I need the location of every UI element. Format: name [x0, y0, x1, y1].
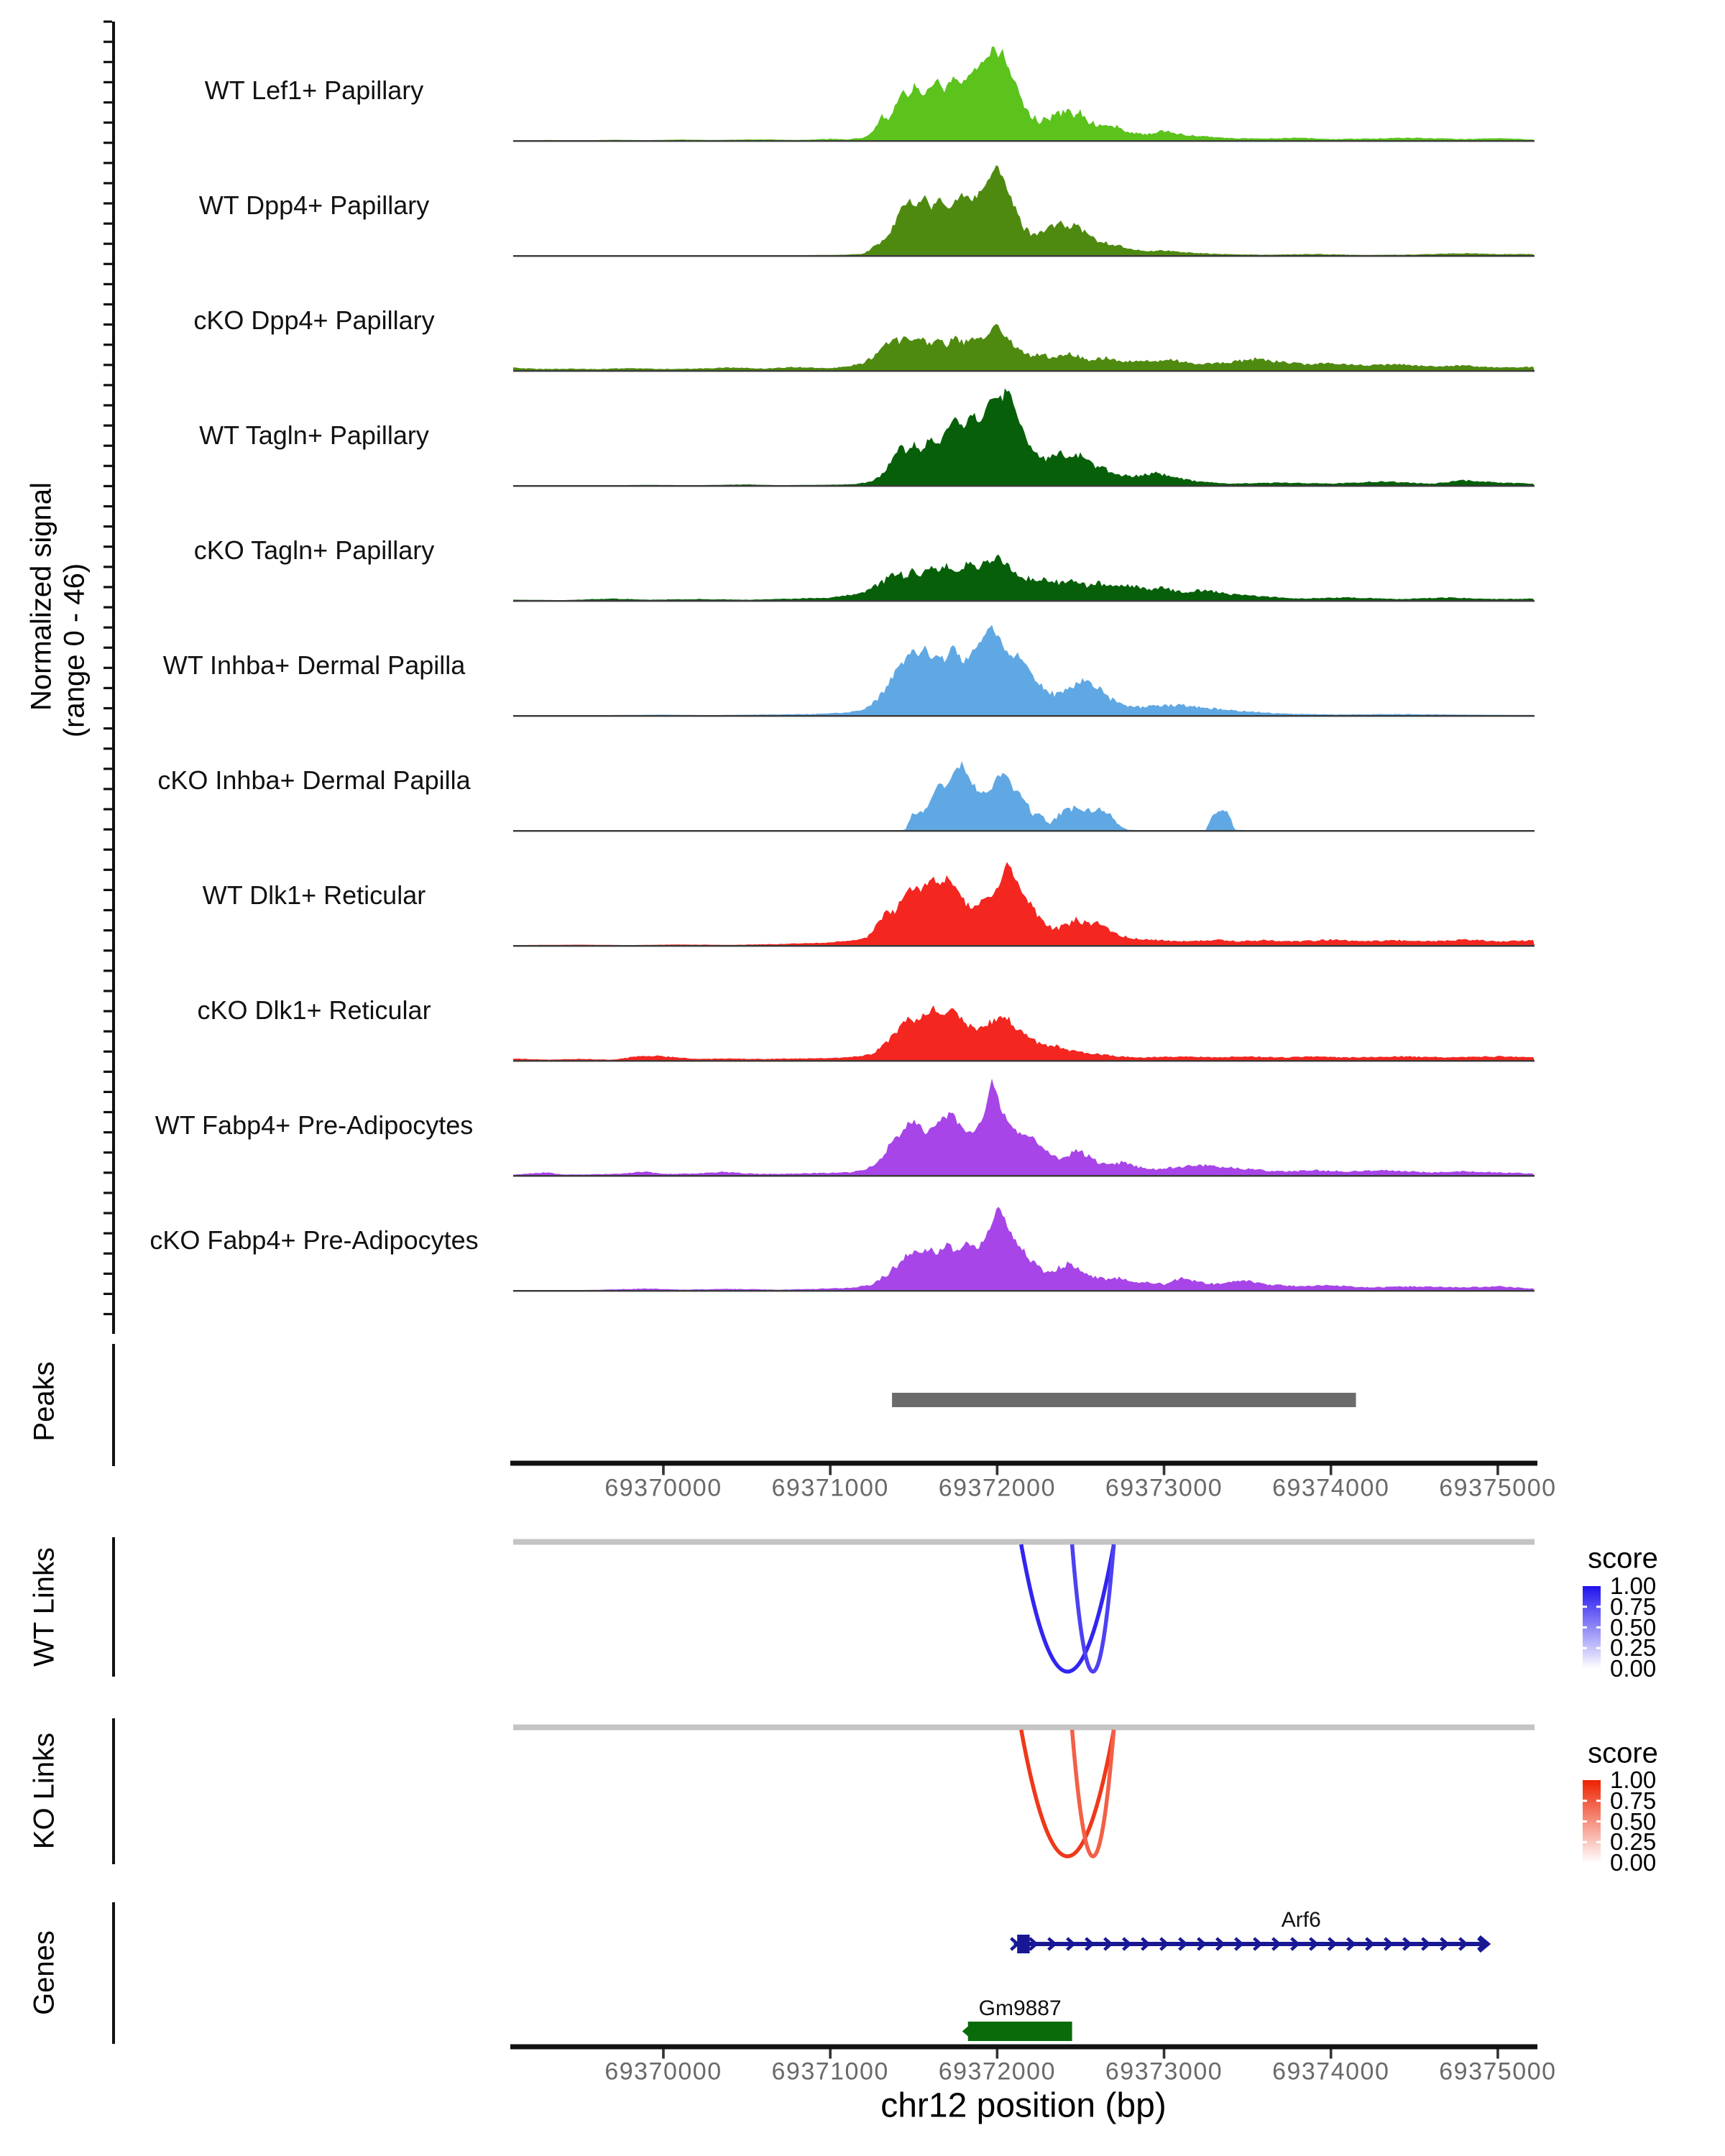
ko-legend-tick-1: 1.00 — [1610, 1766, 1657, 1793]
signal-baseline-2 — [513, 255, 1535, 257]
signal-y-axis-tick — [104, 505, 112, 507]
signal-y-axis-tick — [104, 727, 112, 729]
signal-area-1 — [513, 47, 1535, 142]
signal-y-axis-tick — [104, 21, 112, 23]
signal-area-9 — [513, 1005, 1535, 1061]
wt-legend-notch — [1583, 1647, 1587, 1649]
signal-y-axis-tick — [104, 949, 112, 952]
signal-y-axis-tick — [104, 1151, 112, 1153]
wt-legend-tick-5: 0.00 — [1610, 1655, 1657, 1682]
track-label-9: cKO Dlk1+ Reticular — [197, 995, 431, 1025]
signal-y-axis-tick — [104, 364, 112, 366]
y-axis-label-line2: (range 0 - 46) — [58, 563, 91, 738]
gene-body-arf6 — [1014, 1942, 1488, 1946]
signal-area-2 — [513, 165, 1535, 256]
track-label-8: WT Dlk1+ Reticular — [202, 880, 426, 910]
signal-y-axis-tick — [104, 303, 112, 305]
peaks-axis-tick-label-5: 69374000 — [1272, 1474, 1390, 1502]
signal-y-axis-tick — [104, 606, 112, 608]
peaks-axis-tick-label-3: 69372000 — [938, 1474, 1056, 1502]
signal-baseline-10 — [513, 1175, 1535, 1176]
signal-y-axis-tick — [104, 667, 112, 669]
panel-brackets-layer — [112, 1344, 115, 2044]
signal-baseline-9 — [513, 1060, 1535, 1061]
ko-legend-notch — [1583, 1800, 1587, 1802]
signal-y-axis-tick — [104, 1313, 112, 1315]
bottom-axis-tick-label-2: 69371000 — [771, 2058, 889, 2086]
signal-area-3 — [513, 324, 1535, 371]
signal-y-axis-tick — [104, 566, 112, 568]
track-label-5: cKO Tagln+ Papillary — [193, 535, 435, 565]
signal-y-axis-tick — [104, 162, 112, 164]
signal-y-axis-tick — [104, 788, 112, 790]
signal-y-axis-tick — [104, 263, 112, 265]
signal-y-axis-tick — [104, 323, 112, 326]
signal-y-axis-tick — [104, 121, 112, 124]
genes-bracket-line — [112, 1902, 115, 2044]
wt-legend-tick-1: 1.00 — [1610, 1572, 1657, 1599]
peaks-axis-tick-label-1: 69370000 — [604, 1474, 722, 1502]
ko-legend-notch — [1596, 1820, 1601, 1823]
signal-y-axis-tick — [104, 384, 112, 386]
signal-tracks-layer — [513, 47, 1535, 1292]
ko-links-baseline — [513, 1725, 1535, 1731]
ko-legend-notch — [1583, 1841, 1587, 1843]
signal-baseline-7 — [513, 830, 1535, 831]
genes-layer — [962, 1935, 1488, 2041]
signal-y-axis-tick — [104, 465, 112, 467]
wt-links-baseline — [513, 1539, 1535, 1545]
signal-y-axis-tick — [104, 627, 112, 629]
track-label-11: cKO Fabp4+ Pre-Adipocytes — [150, 1225, 479, 1255]
bottom-axis-tick-label-5: 69374000 — [1272, 2058, 1390, 2086]
signal-area-10 — [513, 1079, 1535, 1176]
y-axis-label-line1: Normalized signal — [25, 482, 58, 711]
bottom-axis-line — [510, 2045, 1537, 2050]
peaks-layer — [892, 1393, 1356, 1407]
signal-area-5 — [513, 554, 1535, 601]
signal-y-axis-tick — [104, 1091, 112, 1093]
signal-y-axis-tick — [104, 283, 112, 285]
x-axis-title: chr12 position (bp) — [880, 2086, 1167, 2125]
signal-y-axis-tick — [104, 182, 112, 184]
signal-baseline-5 — [513, 600, 1535, 602]
wt-legend-notch — [1596, 1647, 1601, 1649]
signal-y-axis-tick — [104, 1031, 112, 1033]
signal-y-axis-tick — [104, 404, 112, 406]
gene-strand-arrow-icon — [962, 2025, 970, 2037]
wt-legend-tick-3: 0.50 — [1610, 1613, 1657, 1641]
peaks-axis-tick-label-2: 69371000 — [771, 1474, 889, 1502]
signal-area-7 — [513, 761, 1535, 831]
signal-y-axis-tick — [104, 1253, 112, 1255]
signal-area-6 — [513, 625, 1535, 716]
signal-y-axis-tick — [104, 545, 112, 548]
signal-y-axis-tick — [104, 687, 112, 689]
signal-y-axis-tick — [104, 81, 112, 83]
wt-legend-tick-2: 0.75 — [1610, 1593, 1657, 1620]
signal-y-axis-tick — [104, 969, 112, 972]
signal-y-axis-tick — [104, 1273, 112, 1275]
signal-baseline-8 — [513, 945, 1535, 946]
signal-y-axis-tick — [104, 849, 112, 851]
signal-y-axis-tick — [104, 142, 112, 144]
signal-y-axis-tick — [104, 525, 112, 528]
signal-y-axis-tick — [104, 485, 112, 487]
signal-y-axis-tick — [104, 344, 112, 346]
track-label-6: WT Inhba+ Dermal Papilla — [162, 650, 466, 680]
links-layer — [513, 1539, 1601, 1864]
genes-panel-label: Genes — [28, 1930, 60, 2015]
peaks-panel-label: Peaks — [28, 1361, 60, 1442]
ko-legend-tick-4: 0.25 — [1610, 1828, 1657, 1856]
peaks-axis-tick-label-6: 69375000 — [1439, 1474, 1557, 1502]
signal-baseline-6 — [513, 715, 1535, 717]
wt-link-arc-2 — [1072, 1544, 1114, 1672]
signal-y-axis-tick — [104, 425, 112, 427]
gene-body-gm9887 — [968, 2022, 1072, 2041]
ko-legend-tick-5: 0.00 — [1610, 1849, 1657, 1876]
track-label-3: cKO Dpp4+ Papillary — [193, 305, 435, 335]
bottom-axis-tick-label-6: 69375000 — [1439, 2058, 1557, 2086]
wt-legend-notch — [1583, 1626, 1587, 1628]
wt-legend-notch — [1596, 1626, 1601, 1628]
signal-y-axis-tick — [104, 1192, 112, 1194]
signal-y-axis-tick — [104, 41, 112, 43]
ko-legend-notch — [1583, 1820, 1587, 1823]
wt-legend-tick-4: 0.25 — [1610, 1634, 1657, 1662]
bottom-axis-tick-label-3: 69372000 — [938, 2058, 1056, 2086]
ko-legend-notch — [1596, 1841, 1601, 1843]
bottom-axis-tick-label-1: 69370000 — [604, 2058, 722, 2086]
signal-y-axis-tick — [104, 747, 112, 750]
signal-area-4 — [513, 388, 1535, 486]
signal-y-axis-tick — [104, 61, 112, 63]
ko-links-panel-label: KO Links — [28, 1732, 60, 1850]
peaks-axis-tick-label-4: 69373000 — [1105, 1474, 1223, 1502]
signal-y-axis-tick — [104, 1010, 112, 1012]
signal-baseline-1 — [513, 140, 1535, 142]
signal-y-axis-tick — [104, 808, 112, 810]
wt-links-bracket-line — [112, 1537, 115, 1677]
signal-y-axis-tick — [104, 101, 112, 103]
signal-y-axis-tick — [104, 1071, 112, 1073]
peaks-bracket-line — [112, 1344, 115, 1466]
signal-area-8 — [513, 862, 1535, 946]
signal-y-axis-tick — [104, 1051, 112, 1053]
signal-baseline-4 — [513, 485, 1535, 487]
gene-label-arf6: Arf6 — [1281, 1908, 1321, 1932]
signal-y-axis-tick — [104, 243, 112, 245]
ko-links-bracket-line — [112, 1718, 115, 1864]
signal-baseline-3 — [513, 370, 1535, 372]
signal-y-axis-tick — [104, 223, 112, 225]
ko-legend-notch — [1596, 1800, 1601, 1802]
signal-y-axis-tick — [104, 929, 112, 931]
wt-links-panel-label: WT Links — [28, 1547, 60, 1667]
signal-y-axis-tick — [104, 1233, 112, 1235]
ko-legend-tick-3: 0.50 — [1610, 1807, 1657, 1835]
signal-y-axis-tick — [104, 889, 112, 891]
peak-bar-1 — [892, 1393, 1356, 1407]
track-label-2: WT Dpp4+ Papillary — [198, 190, 430, 220]
signal-y-axis-tick — [104, 1293, 112, 1295]
track-label-10: WT Fabp4+ Pre-Adipocytes — [155, 1110, 474, 1140]
signal-y-axis-tick — [104, 768, 112, 770]
signal-y-axis-tick — [104, 707, 112, 709]
signal-y-axis-tick — [104, 647, 112, 649]
ko-legend-tick-2: 0.75 — [1610, 1787, 1657, 1814]
peaks-axis-line — [510, 1461, 1537, 1466]
signal-y-axis-tick — [104, 1111, 112, 1113]
track-label-1: WT Lef1+ Papillary — [204, 75, 424, 105]
wt-legend-notch — [1583, 1606, 1587, 1608]
gene-label-gm9887: Gm9887 — [978, 1996, 1062, 2020]
wt-score-legend-title: score — [1588, 1542, 1658, 1575]
signal-y-axis-tick — [104, 909, 112, 911]
wt-legend-notch — [1596, 1606, 1601, 1608]
signal-y-axis-tick — [104, 202, 112, 204]
bottom-axis-tick-label-4: 69373000 — [1105, 2058, 1223, 2086]
signal-y-axis-tick — [104, 586, 112, 588]
track-label-7: cKO Inhba+ Dermal Papilla — [157, 765, 471, 795]
signal-y-axis-tick — [104, 445, 112, 447]
signal-y-axis-tick — [104, 1131, 112, 1133]
signal-y-axis-tick — [104, 1212, 112, 1214]
signal-area-11 — [513, 1207, 1535, 1291]
track-label-4: WT Tagln+ Papillary — [199, 420, 429, 450]
signal-y-axis-tick — [104, 990, 112, 992]
signal-y-axis-line — [112, 22, 115, 1334]
signal-baseline-11 — [513, 1290, 1535, 1291]
ko-link-arc-2 — [1072, 1730, 1114, 1856]
signal-y-axis-tick — [104, 829, 112, 831]
ko-score-legend-title: score — [1588, 1737, 1658, 1769]
signal-y-axis-tick — [104, 869, 112, 871]
signal-y-axis-tick — [104, 1171, 112, 1174]
